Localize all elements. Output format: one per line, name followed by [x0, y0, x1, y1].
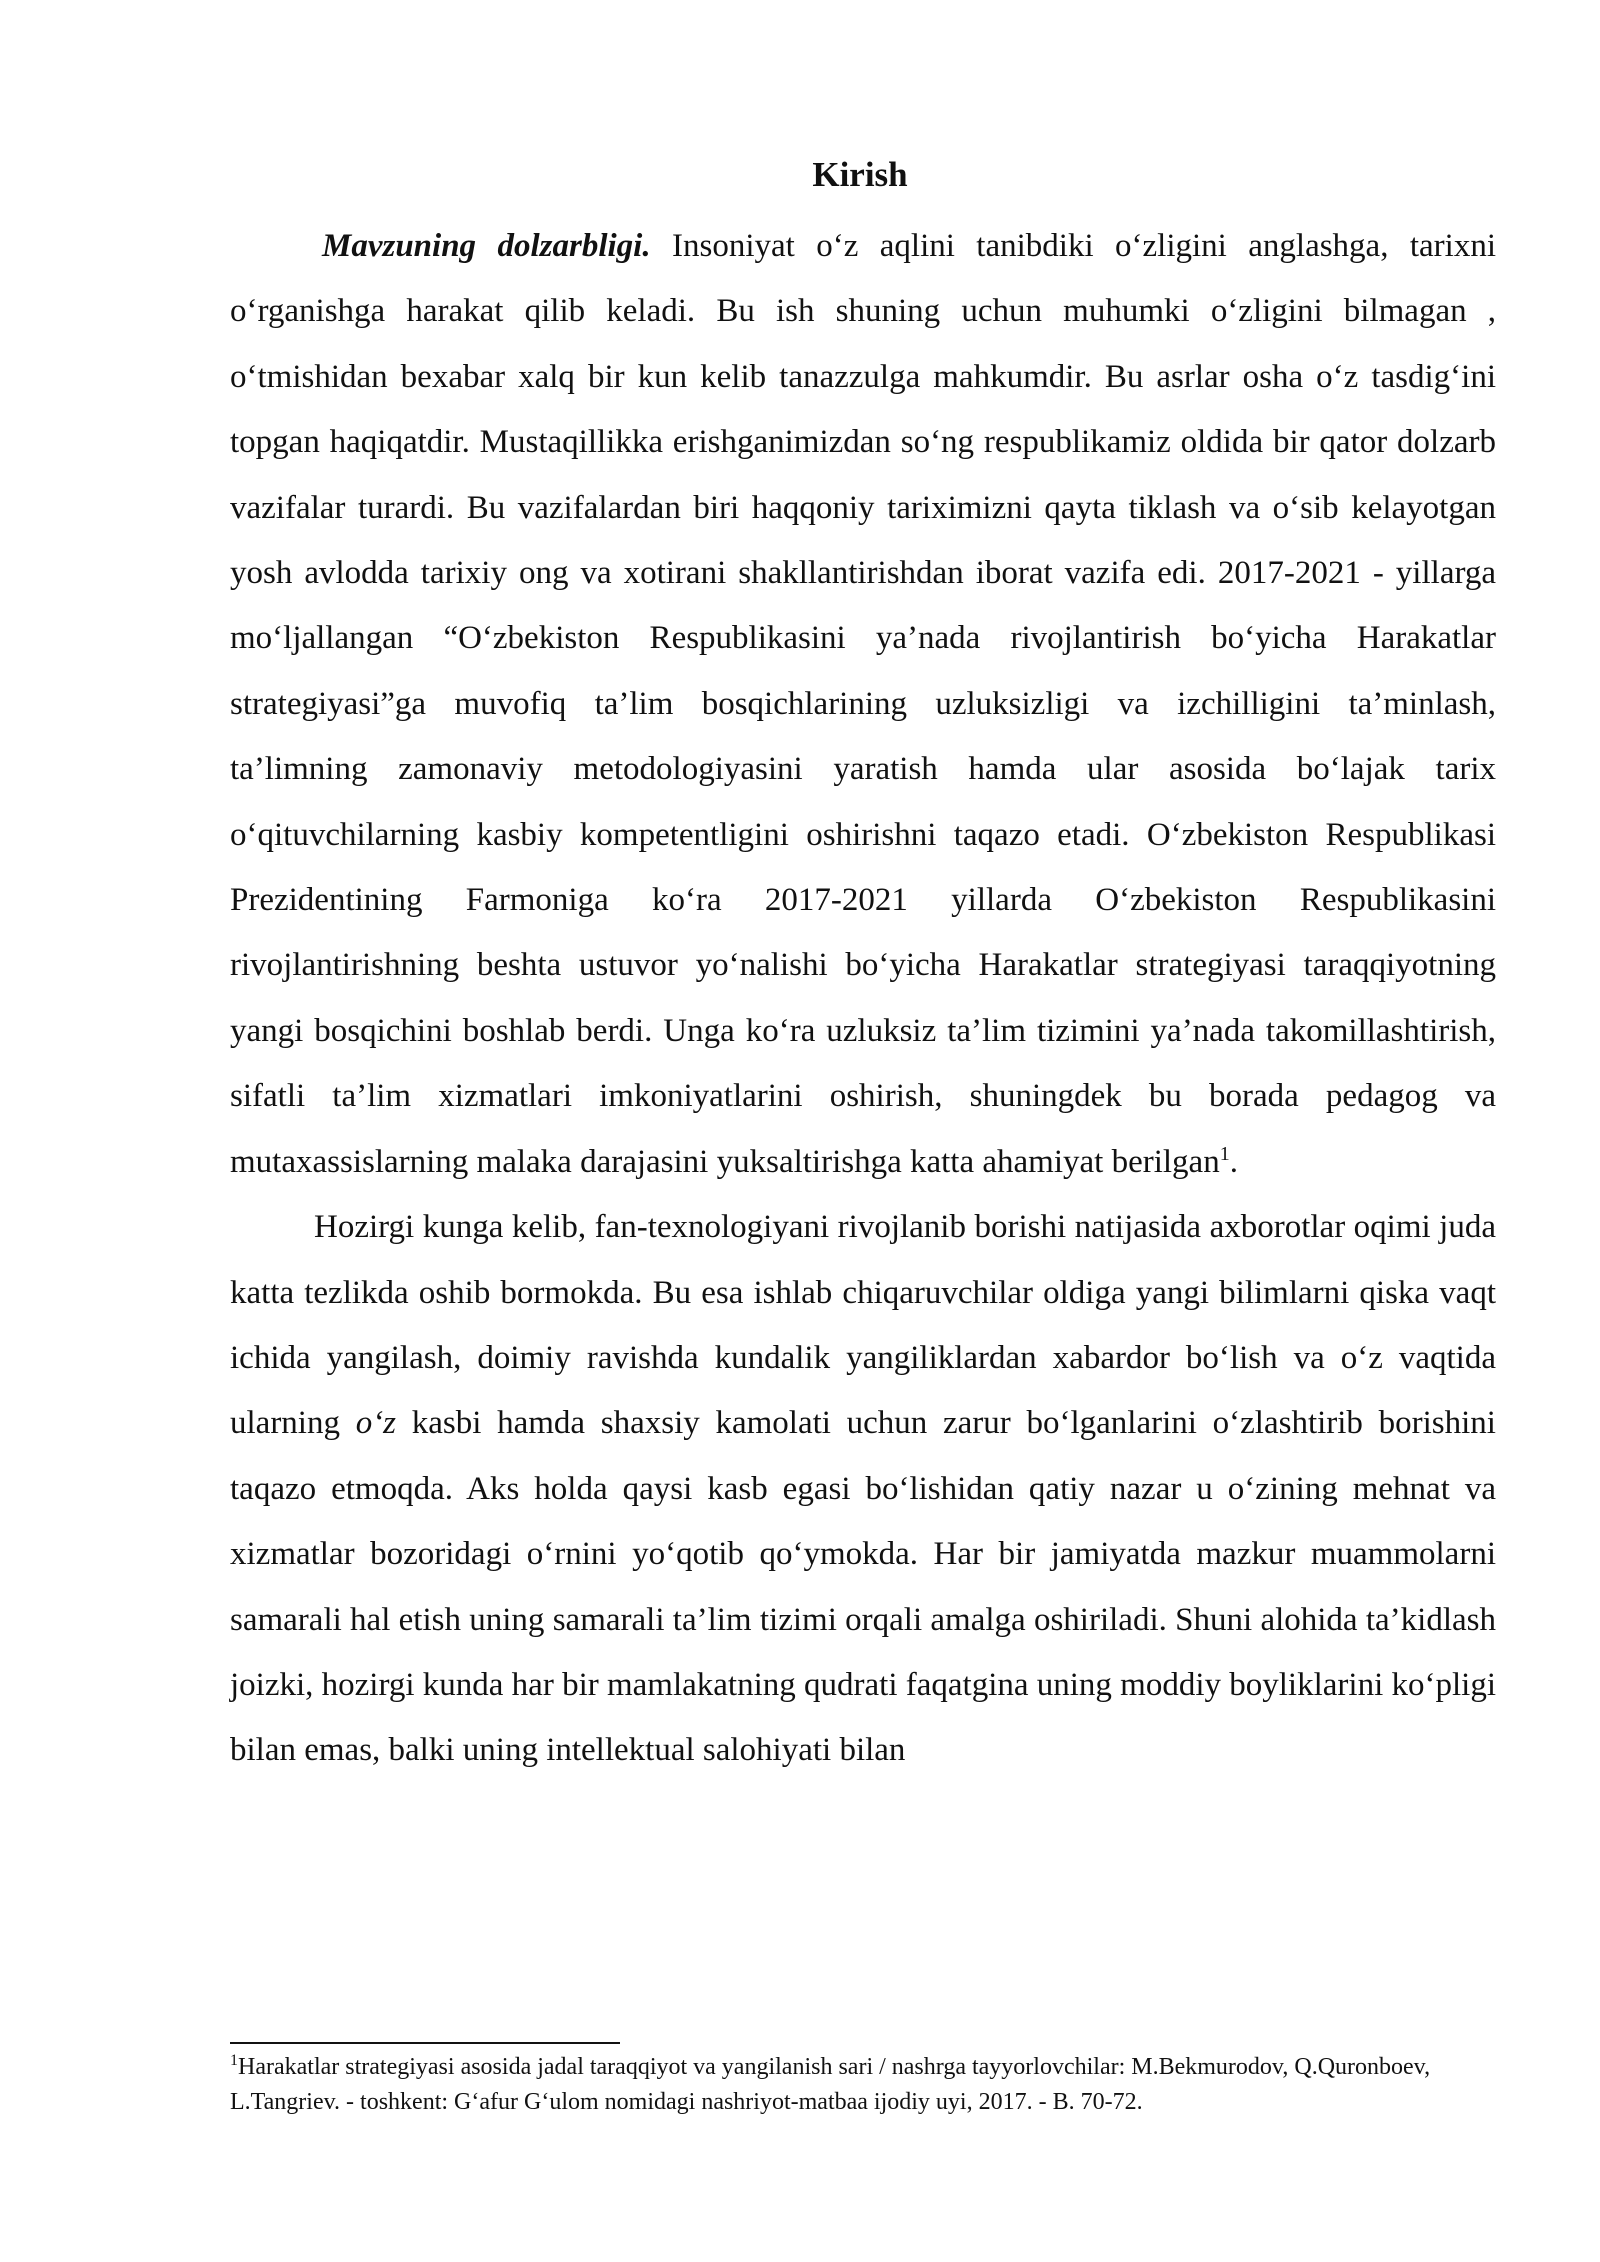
- paragraph-lead: Mavzuning dolzarbligi.: [322, 228, 651, 264]
- paragraph-relevance: [230, 214, 1496, 1195]
- footnote-mark: 1: [230, 2052, 238, 2069]
- paragraph-italic-word: o‘z: [355, 1405, 397, 1442]
- paragraph-technology: [230, 1195, 1496, 1784]
- paragraph-text: Insoniyat o‘z aqlini tanibdiki o‘zligini anglashga, tarixni o‘rganishga harakat qilib keladi. Bu ish shuning uchun muhumki o‘zligini bilmagan , o‘tmishidan bexabar xalq bir kun kelib tanazzulga mahkumdir. Bu asrlar osha o‘z tasdig‘ini topgan haqiqatdir. Mustaqillikka erishganimizdan so‘ng respublikamiz oldida bir qator dolzarb vazifalar turardi. Bu vazifalardan biri haqqoniy tariximizni qayta tiklash va o‘sib kelayotgan yosh avlodda tarixiy ong va xotirani shakllantirishdan iborat vazifa edi. 2017-2021 - yillarga mo‘ljallangan “O‘zbekiston Respublikasini ya’nada rivojlantirish bo‘yicha Harakatlar strategiyasi”ga muvofiq ta’lim bosqichlarining uzluksizligi va izchilligini ta’minlash, ta’limning zamonaviy metodologiyasini yaratish hamda ular asosida bo‘lajak tarix o‘qituvchilarning kasbiy kompetentligini oshirishni taqazo etadi. O‘zbekiston Respublikasi Prezidentining Farmoniga ko‘ra 2017-2021 yillarda O‘zbekiston Respublikasini rivojlantirishning beshta ustuvor yo‘nalishi bo‘yicha Harakatlar strategiyasi taraqqiyotning yangi bosqichini boshlab berdi. Unga ko‘ra uzluksiz ta’lim tizimini ya’nada takomillashtirish, sifatli ta’lim xizmatlari imkoniyatlarini oshirish, shuningdek bu borada pedagog va mutaxassislarning malaka darajasini yuksaltirishga katta ahamiyat berilgan: [230, 228, 1496, 1180]
- paragraph-text-part2: kasbi hamda shaxsiy kamolati uchun zarur bo‘lganlarini o‘zlashtirib borishini taqazo etmoqda. Aks holda qaysi kasb egasi bo‘lishidan qatiy nazar u o‘zining mehnat va xizmatlar bozoridagi o‘rnini yo‘qotib qo‘ymokda. Har bir jamiyatda mazkur muammolarni samarali hal etish uning samarali ta’lim tizimi orqali amalga oshiriladi. Shuni alohida ta’kidlash joizki, hozirgi kunda har bir mamlakatning qudrati faqatgina uning moddiy boyliklarini ko‘pligi bilan emas, balki uning intellektual salohiyati bilan: [230, 1405, 1496, 1769]
- body-text: [230, 214, 1496, 1784]
- footnote-reference[interactable]: 1: [1219, 1142, 1230, 1165]
- paragraph-text-part1: Hozirgi kunga kelib, fan-texnologiyani rivojlanib borishi natijasida axborotlar oqimi juda katta tezlikda oshib bormokda. Bu esa ishlab chiqaruvchilar oldiga yangi bilimlarni qiska vaqt ichida yangilash, doimiy ravishda kundalik yangiliklardan xabardor bo‘lish va o‘z vaqtida ularning: [230, 1209, 1496, 1442]
- paragraph-end: .: [1229, 1143, 1238, 1180]
- footnote: [230, 2050, 1496, 2120]
- footnote-separator: [230, 2042, 620, 2044]
- footnote-text: Harakatlar strategiyasi asosida jadal taraqqiyot va yangilanish sari / nashrga tayyorlovchilar: M.Bekmurodov, Q.Quronboev, L.Tangriev. - toshkent: G‘afur G‘ulom nomidagi nashriyot-matbaa ijodiy uyi, 2017. - B. 70-72.: [230, 2054, 1431, 2115]
- page-title: Kirish: [812, 155, 908, 194]
